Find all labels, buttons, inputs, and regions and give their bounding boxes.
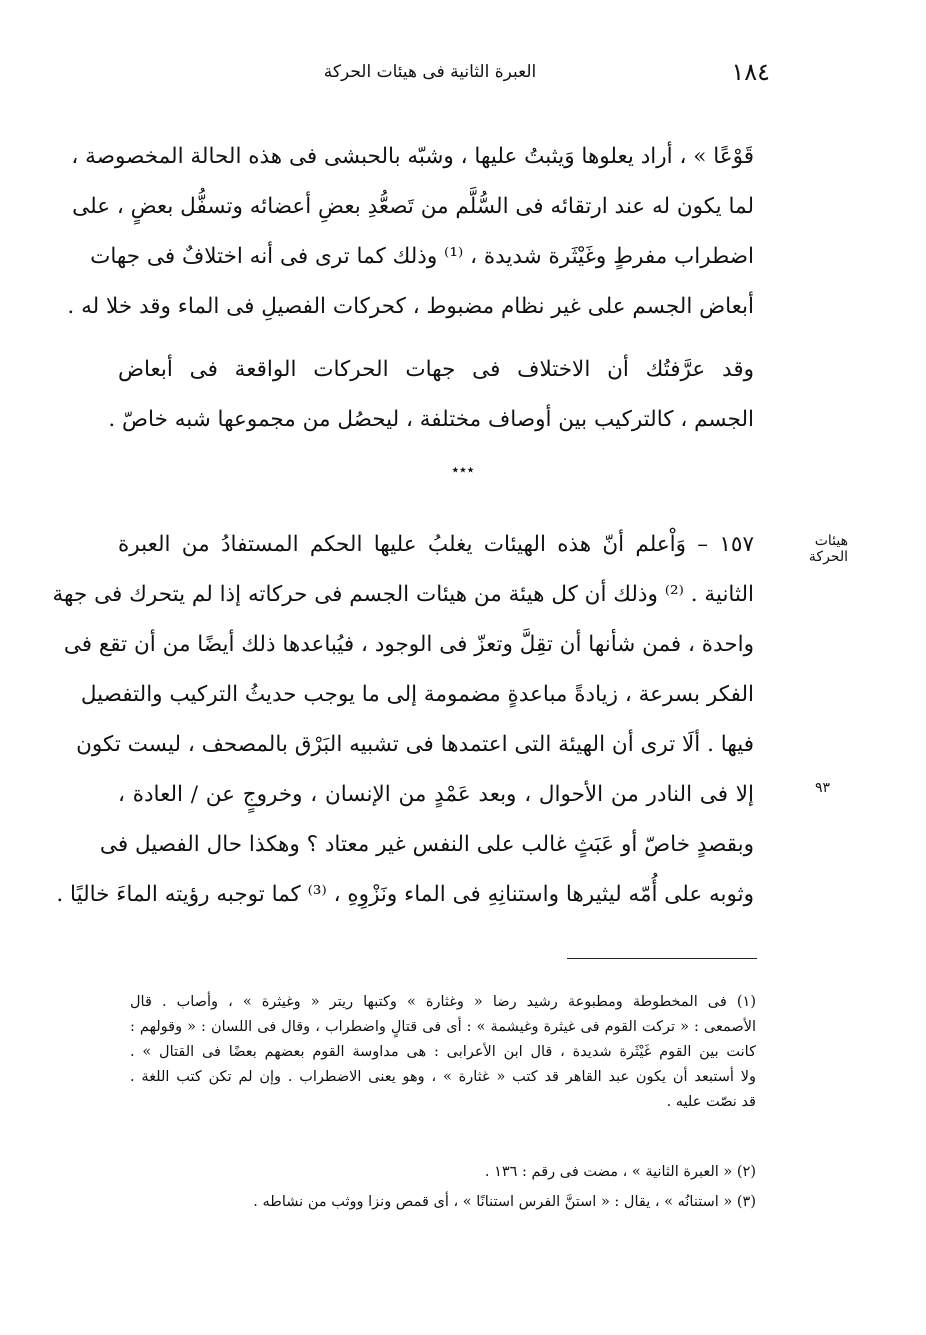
section-separator: ٭٭٭ xyxy=(451,462,475,478)
footnote-line: كانت بين القوم غَيْثَرة شديدة ، قال ابن الأعرابى : هى مداوسة القوم بعضهم بعضًا فى القتال » . xyxy=(130,1044,756,1060)
body-line: اضطراب مفرطٍ وغَيْثَرة شديدة ، ⁽¹⁾ وذلك كما ترى فى أنه اختلافٌ فى جهات xyxy=(90,244,754,269)
page-number: ١٨٤ xyxy=(731,58,770,86)
body-line: وبقصدٍ خاصّ أو عَبَثٍ غالب على النفس غير معتاد ؟ وهكذا حال الفصيل فى xyxy=(99,832,754,857)
margin-original-page-number: ٩٣ xyxy=(814,780,830,796)
footnote-line: (١) فى المخطوطة ومطبوعة رشيد رضا « وغثارة » وكتبها ريتر « وغيثرة » ، وأصاب . قال xyxy=(130,994,756,1010)
body-line: لما يكون له عند ارتقائه فى السُّلَّم من تَصعُّدِ بعضِ أعضائه وتسفُّل بعضٍ ، على xyxy=(72,194,754,219)
body-line: الفكر بسرعة ، زيادةً مباعدةٍ مضمومة إلى ما يوجب حديثُ التركيب والتفصيل xyxy=(80,682,754,707)
footnote-line: (٣) « استنانُه » ، يقال : « استنَّ الفرس استنانًا » ، أى قمص ونزا ووثب من نشاطه . xyxy=(253,1194,756,1210)
running-header-title: العبرة الثانية فى هيئات الحركة xyxy=(323,62,537,82)
paragraph-1 xyxy=(67,132,754,332)
body-line: قَوْعًا » ، أراد يعلوها وَيثبتُ عليها ، وشبّه بالحبشى فى هذه الحالة المخصوصة ، xyxy=(71,144,754,169)
body-line: وثوبه على أُمّه ليثيرها واستنانِهِ فى الماء ونَزْوِهِ ، ⁽³⁾ كما توجبه رؤيته الماءَ خاليًا . xyxy=(56,882,754,907)
body-line: وقد عرَّفتُك أن الاختلاف فى جهات الحركات الواقعة فى أبعاض xyxy=(118,357,754,382)
body-line: ١٥٧ – وَاْعلم أنّ هذه الهيئات يغلبُ عليها الحكم المستفادُ من العبرة xyxy=(118,532,754,557)
footnote-3 xyxy=(130,1190,756,1215)
paragraph-2 xyxy=(108,345,754,445)
margin-note-label: هيئات الحركة xyxy=(808,533,848,565)
footnote-line: الأصمعى : « تركت القوم فى غيثرة وغيشمة » : أى فى قتالٍ واضطراب ، وقال فى اللسان : « وقولهم : xyxy=(130,1019,756,1035)
footnote-line: (٢) « العبرة الثانية » ، مضت فى رقم : ١٣٦ . xyxy=(484,1164,756,1180)
footnote-1 xyxy=(130,990,756,1115)
body-line: الجسم ، كالتركيب بين أوصاف مختلفة ، ليحصُل من مجموعها شبه خاصّ . xyxy=(108,407,754,432)
footnote-2 xyxy=(130,1160,756,1185)
body-line: الثانية . ⁽²⁾ وذلك أن كل هيئة من هيئات الجسم فى حركاته إذا لم يتحرك فى جهة xyxy=(52,582,754,607)
body-line: فيها . ألَا ترى أن الهيئة التى اعتمدها فى تشبيه البَرْق بالمصحف ، ليست تكون xyxy=(76,732,754,757)
paragraph-3 xyxy=(52,520,754,920)
body-line: أبعاض الجسم على غير نظام مضبوط ، كحركات الفصيلِ فى الماء وقد خلا له . xyxy=(67,294,754,319)
footnote-line: قد نصّت عليه . xyxy=(666,1094,756,1110)
footnote-divider xyxy=(567,958,757,959)
body-line: واحدة ، فمن شأنها أن تقِلَّ وتعزّ فى الوجود ، فيُباعدها ذلك أيضًا من أن تقع فى xyxy=(63,632,754,657)
body-line: إلا فى النادر من الأحوال ، وبعد عَمْدٍ من الإنسان ، وخروجٍ عن / العادة ، xyxy=(118,782,754,807)
footnote-line: ولا أستبعد أن يكون عبد القاهر قد كتب « غثارة » ، وهو يعنى الاضطراب . وإن لم تكن كتب اللغة . xyxy=(130,1069,756,1085)
